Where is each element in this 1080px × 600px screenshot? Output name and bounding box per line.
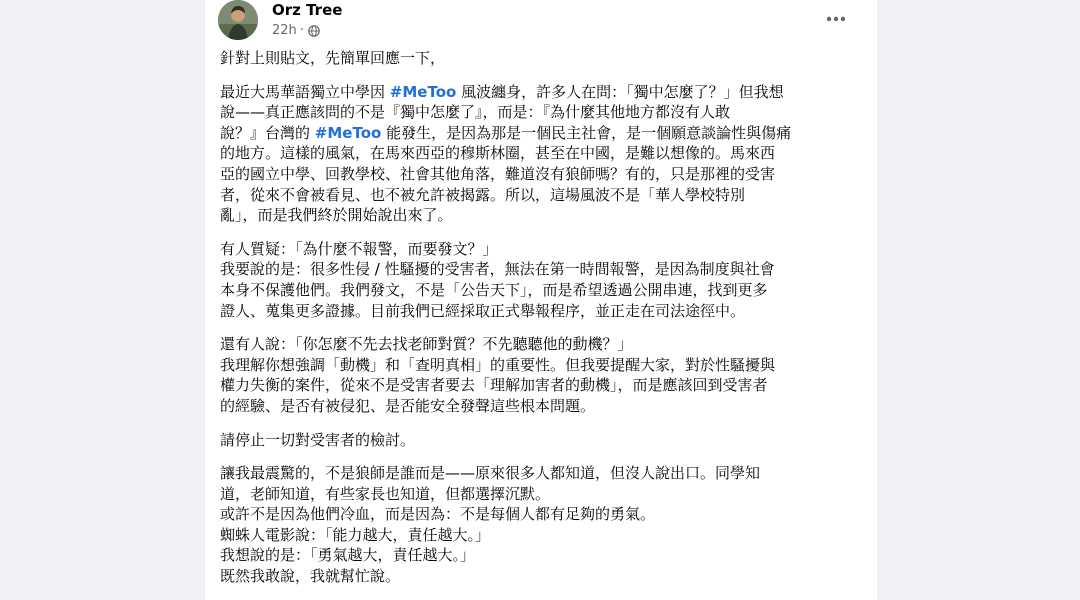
post-text: 說？』台灣的	[220, 123, 315, 142]
post-text-line: 蜘蛛人電影說：「能力越大，責任越大。」	[220, 525, 491, 544]
post-text-line: 有人質疑：「為什麼不報警，而要發文？」	[220, 239, 498, 258]
paragraph-gap	[220, 450, 860, 463]
meta-separator: ·	[299, 23, 304, 38]
post-text-line: 亂」，而是我們終於開始說出來了。	[220, 206, 453, 225]
right-background	[877, 0, 1080, 600]
post-text-line: 讓我最震驚的，不是狼師是誰而是——原來很多人都知道，但沒人說出口。同學知	[220, 464, 761, 483]
more-options-button[interactable]	[819, 8, 853, 30]
post-text: 最近大馬華語獨立中學因	[220, 82, 390, 101]
paragraph-gap	[220, 417, 860, 430]
post-text-line: 者，從來不會被看見、也不被允許被揭露。所以，這場風波不是「華人學校特別	[220, 185, 746, 204]
post-text-line: 既然我敢說，我就幫忙說。	[220, 567, 401, 586]
paragraph-gap	[220, 226, 860, 239]
post-card	[205, 0, 877, 600]
post-text-line: 本身不保護他們。我們發文，不是「公告天下」，而是希望透過公開串連，找到更多	[220, 280, 768, 299]
post-text-line: 還有人說：「你怎麼不先去找老師對質？不先聽聽他的動機？」	[220, 335, 633, 354]
post-text-line: 證人、蒐集更多證據。目前我們已經採取正式舉報程序，並正走在司法途徑中。	[220, 301, 746, 320]
post-time[interactable]: 22h	[272, 23, 297, 38]
post-text-line: 我理解你想強調「動機」和「查明真相」的重要性。但我要提醒大家，對於性騷擾與	[220, 355, 776, 374]
post-text-line: 道，老師知道，有些家長也知道，但都選擇沉默。	[220, 484, 551, 503]
left-background	[0, 0, 205, 600]
paragraph-gap	[220, 321, 860, 334]
post-header	[205, 0, 877, 48]
post-text-line: 或許不是因為他們冷血，而是因為：不是每個人都有足夠的勇氣。	[220, 505, 656, 524]
post-text-line: 的經驗、是否有被侵犯、是否能安全發聲這些根本問題。	[220, 396, 596, 415]
post-text-line: 我想說的是：「勇氣越大，責任越大。」	[220, 546, 476, 565]
author-name[interactable]: Orz Tree	[272, 1, 343, 19]
post-text-line	[220, 82, 860, 103]
globe-icon[interactable]	[308, 25, 320, 37]
post-text-line: 針對上則貼文，先簡單回應一下，	[220, 49, 446, 67]
post-text-line: 我要說的是：很多性侵 / 性騷擾的受害者，無法在第一時間報警，是因為制度與社會	[220, 260, 775, 279]
post-text-line: 權力失衡的案件，從來不是受害者要去「理解加害者的動機」，而是應該回到受害者	[220, 376, 768, 395]
post-body	[220, 48, 860, 587]
avatar-image	[218, 0, 258, 40]
post-text-line: 的地方。這樣的風氣，在馬來西亞的穆斯林圈，甚至在中國，是難以想像的。馬來西	[220, 144, 776, 163]
paragraph-gap	[220, 69, 860, 82]
post-meta	[272, 23, 320, 39]
more-horizontal-icon	[826, 16, 846, 22]
post-text-line: 亞的國立中學、回教學校、社會其他角落，難道沒有狼師嗎？有的，只是那裡的受害	[220, 164, 776, 183]
post-text: 能發生，是因為那是一個民主社會，是一個願意談論性與傷痛	[381, 123, 792, 142]
avatar[interactable]	[218, 0, 258, 40]
post-text: 風波纏身，許多人在問：「獨中怎麼了？」但我想	[456, 82, 784, 101]
hashtag-link[interactable]: #MeToo	[314, 123, 382, 142]
post-text-line	[220, 123, 860, 144]
post-text-line: 說——真正應該問的不是『獨中怎麼了』，而是：『為什麼其他地方都沒有人敢	[220, 103, 731, 122]
hashtag-link[interactable]: #MeToo	[389, 82, 457, 101]
post-text-line: 請停止一切對受害者的檢討。	[220, 430, 416, 449]
